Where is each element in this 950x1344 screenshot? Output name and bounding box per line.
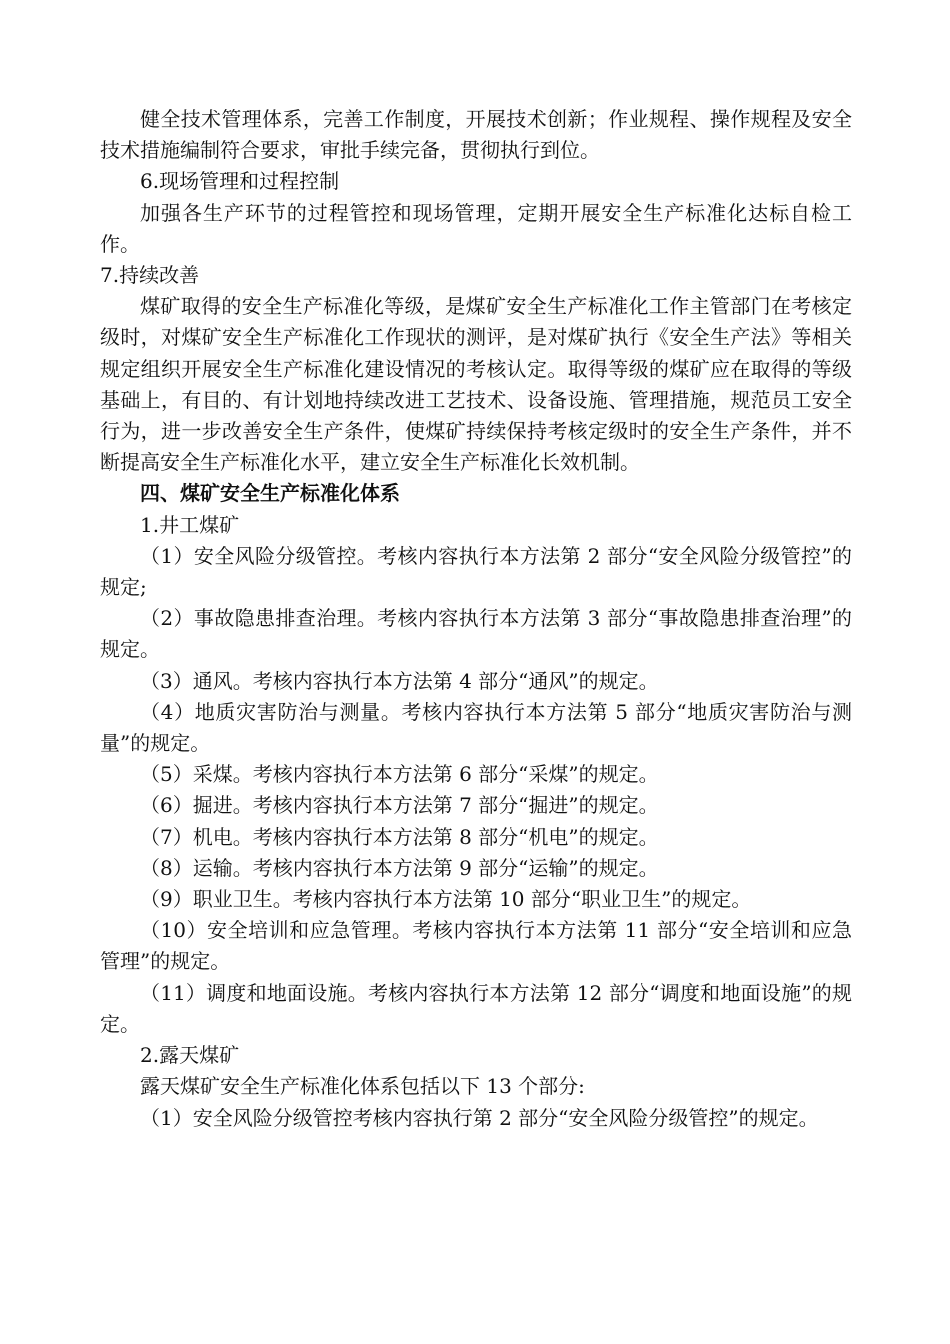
list-item: （7）机电。考核内容执行本方法第 8 部分“机电”的规定。 — [140, 824, 659, 849]
list-item: （8）运输。考核内容执行本方法第 9 部分“运输”的规定。 — [140, 855, 659, 880]
paragraph-tech-management: 健全技术管理体系，完善工作制度，开展技术创新；作业规程、操作规程及安全技术措施编制符合要求，审批手续完备，贯彻执行到位。 — [100, 107, 852, 163]
list-item: （1）安全风险分级管控。考核内容执行本方法第 2 部分“安全风险分级管控”的规定; — [100, 543, 852, 600]
paragraph-open-pit-intro: 露天煤矿安全生产标准化体系包括以下 13 个部分: — [140, 1074, 585, 1099]
paragraph-process-control: 加强各生产环节的过程管控和现场管理，定期开展安全生产标准化达标自检工作。 — [100, 200, 852, 256]
paragraph-continuous-improvement: 煤矿取得的安全生产标准化等级，是煤矿安全生产标准化工作主管部门在考核定级时，对煤矿安全生产标准化工作现状的测评，是对煤矿执行《安全生产法》等相关规定组织开展安全生产标准化建设情况的考核认定。取得等级的煤矿应在取得的等级基础上，有目的、有计划地持续改进工艺技术、设备设施、管理措施，规范员工安全行为，进一步改善安全生产条件，使煤矿持续保持考核定级时的安全生产条件，并不断提高安全生产标准化水平，建立安全生产标准化长效机制。 — [100, 294, 852, 475]
list-item: （9）职业卫生。考核内容执行本方法第 10 部分“职业卫生”的规定。 — [140, 887, 752, 912]
list-item: （6）掘进。考核内容执行本方法第 7 部分“掘进”的规定。 — [140, 793, 659, 818]
section-heading-6: 6.现场管理和过程控制 — [140, 169, 340, 194]
list-item: （10）安全培训和应急管理。考核内容执行本方法第 11 部分“安全培训和应急管理”的规定。 — [100, 918, 852, 974]
list-item: （1）安全风险分级管控考核内容执行第 2 部分“安全风险分级管控”的规定。 — [140, 1105, 819, 1130]
list-item: （2）事故隐患排查治理。考核内容执行本方法第 3 部分“事故隐患排查治理”的规定。 — [100, 606, 852, 662]
list-item: （3）通风。考核内容执行本方法第 4 部分“通风”的规定。 — [140, 668, 659, 693]
list-item: （11）调度和地面设施。考核内容执行本方法第 12 部分“调度和地面设施”的规定。 — [100, 980, 852, 1036]
subsection-heading-underground: 1.井工煤矿 — [140, 512, 240, 537]
document-body — [100, 104, 852, 1134]
list-item: （4）地质灾害防治与测量。考核内容执行本方法第 5 部分“地质灾害防治与测量”的规定。 — [100, 699, 852, 756]
section-heading-7: 7.持续改善 — [100, 263, 200, 288]
subsection-heading-open-pit: 2.露天煤矿 — [140, 1043, 240, 1068]
list-item: （5）采煤。考核内容执行本方法第 6 部分“采煤”的规定。 — [140, 762, 659, 787]
chapter-heading-4: 四、煤矿安全生产标准化体系 — [140, 481, 400, 506]
